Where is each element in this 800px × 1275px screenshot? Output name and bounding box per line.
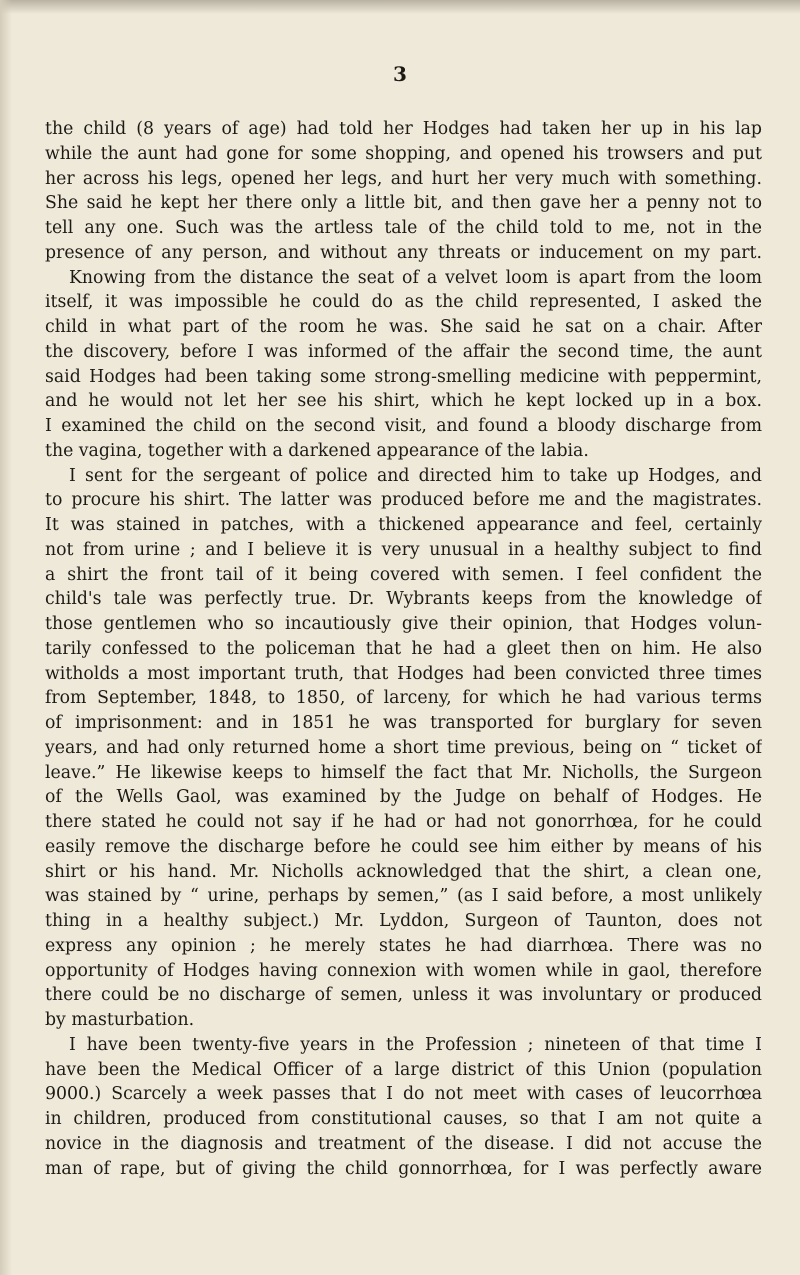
text-line: I sent for the sergeant of police and directed him to take up Hodges, and (69, 465, 762, 486)
text-line: I have been twenty-five years in the Profession ; nineteen of that time I (69, 1034, 762, 1055)
text-line: there stated he could not say if he had or had not gonorrhœa, for he could (45, 812, 762, 832)
text-line: man of rape, but of giving the child gonnorrhœa, for I was perfectly aware (45, 1158, 762, 1179)
text-line: those gentlemen who so incautiously give their opinion, that Hodges volun- (45, 614, 762, 634)
text-line: while the aunt had gone for some shopping, and opened his trowsers and put (45, 143, 762, 164)
text-line: I examined the child on the second visit, and found a bloody discharge from (45, 416, 762, 436)
text-line: tell any one. Such was the artless tale of the child told to me, not in the (45, 218, 762, 238)
text-line: the vagina, together with a darkened appearance of the labia. (45, 440, 589, 461)
text-line: to procure his shirt. The latter was produced before me and the magistrates. (45, 490, 762, 511)
text-line: witholds a most important truth, that Hodges had been convicted three times (45, 663, 762, 684)
text-line: a shirt the front tail of it being covered with semen. I feel confident the (45, 564, 762, 585)
text-line: tarily confessed to the policeman that he had a gleet then on him. He also (45, 638, 762, 659)
text-line: express any opinion ; he merely states he had diarrhœa. There was no (45, 935, 762, 956)
body-text (45, 117, 762, 1181)
text-line: leave.” He likewise keeps to himself the fact that Mr. Nicholls, the Surgeon (45, 762, 762, 783)
text-line: opportunity of Hodges having connexion with women while in gaol, therefore (45, 960, 762, 981)
text-line: her across his legs, opened her legs, and hurt her very much with something. (45, 168, 762, 189)
text-line: in children, produced from constitutional causes, so that I am not quite a (45, 1109, 762, 1129)
page-number: 3 (393, 62, 407, 86)
text-line: years, and had only returned home a short time previous, being on “ ticket of (45, 737, 762, 758)
text-line: itself, it was impossible he could do as the child represented, I asked the (45, 292, 762, 313)
text-line: Knowing from the distance the seat of a velvet loom is apart from the loom (69, 267, 762, 288)
text-line: easily remove the discharge before he could see him either by means of his (45, 836, 762, 857)
text-line: child in what part of the room he was. She said he sat on a chair. After (45, 317, 762, 337)
text-line: there could be no discharge of semen, unless it was involuntary or produced (45, 985, 762, 1006)
text-line: She said he kept her there only a little bit, and then gave her a penny not to (45, 193, 762, 214)
text-line: and he would not let her see his shirt, which he kept locked up in a box. (45, 391, 762, 412)
text-line: said Hodges had been taking some strong-smelling medicine with peppermint, (45, 366, 762, 387)
text-line: not from urine ; and I believe it is very unusual in a healthy subject to find (45, 539, 762, 560)
text-line: of imprisonment: and in 1851 he was transported for burglary for seven (45, 713, 762, 733)
text-line: child's tale was perfectly true. Dr. Wybrants keeps from the knowledge of (45, 589, 762, 610)
text-line: have been the Medical Officer of a large district of this Union (population (45, 1059, 762, 1080)
text-line: of the Wells Gaol, was examined by the Judge on behalf of Hodges. He (45, 787, 762, 808)
text-line: It was stained in patches, with a thickened appearance and feel, certainly (45, 515, 762, 535)
page-edge-shadow-top (0, 0, 800, 14)
text-line: 9000.) Scarcely a week passes that I do not meet with cases of leucorrhœa (45, 1084, 762, 1105)
page-edge-shadow-left (0, 0, 12, 1275)
text-line: was stained by “ urine, perhaps by semen,” (as I said before, a most unlikely (45, 886, 762, 907)
text-line: presence of any person, and without any threats or inducement on my part. (45, 242, 762, 263)
text-line: from September, 1848, to 1850, of larceny, for which he had various terms (45, 688, 762, 709)
text-line: the child (8 years of age) had told her Hodges had taken her up in his lap (45, 119, 762, 139)
text-line: thing in a healthy subject.) Mr. Lyddon, Surgeon of Taunton, does not (45, 911, 762, 931)
text-line: by masturbation. (45, 1010, 195, 1030)
text-line: shirt or his hand. Mr. Nicholls acknowledged that the shirt, a clean one, (45, 861, 762, 882)
text-line: the discovery, before I was informed of the affair the second time, the aunt (45, 341, 762, 362)
text-line: novice in the diagnosis and treatment of the disease. I did not accuse the (45, 1133, 762, 1154)
